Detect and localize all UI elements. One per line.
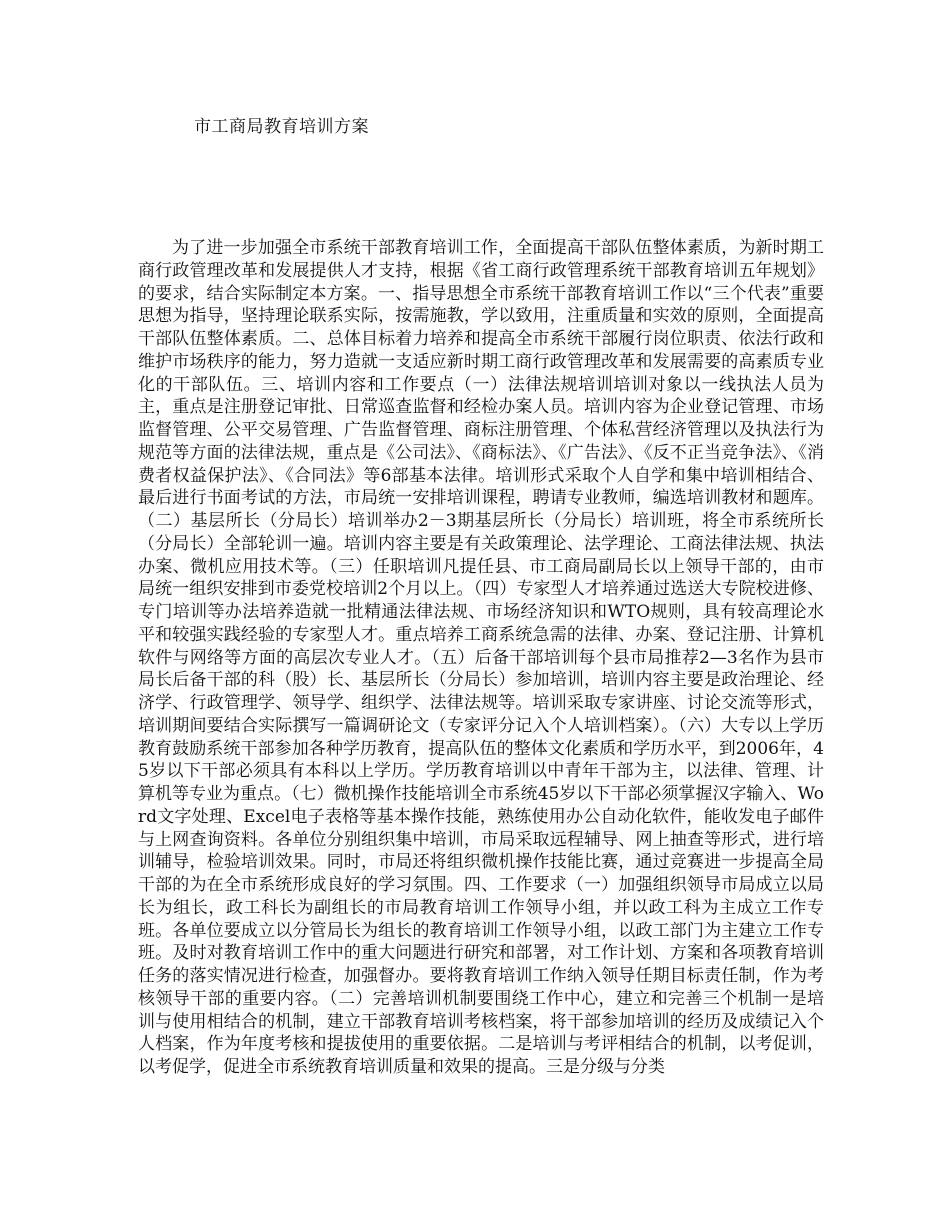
document-title: 市工商局教育培训方案 — [194, 117, 369, 137]
document-body-paragraph: 为了进一步加强全市系统干部教育培训工作，全面提高干部队伍整体素质，为新时期工商行政管理改革和发展提供人才支持，根据《省工商行政管理系统干部教育培训五年规划》的要求，结合实际制定本方案。一、指导思想全市系统干部教育培训工作以“三个代表”重要思想为指导，坚持理论联系实际，按需施教，学以致用，注重质量和实效的原则，全面提高干部队伍整体素质。二、总体目标着力培养和提高全市系统干部履行岗位职责、依法行政和维护市场秩序的能力，努力造就一支适应新时期工商行政管理改革和发展需要的高素质专业化的干部队伍。三、培训内容和工作要点（一）法律法规培训培训对象以一线执法人员为主，重点是注册登记审批、日常巡查监督和经检办案人员。培训内容为企业登记管理、市场监督管理、公平交易管理、广告监督管理、商标注册管理、个体私营经济管理以及执法行为规范等方面的法律法规，重点是《公司法》、《商标法》、《广告法》、《反不正当竞争法》、《消费者权益保护法》、《合同法》等6部基本法律。培训形式采取个人自学和集中培训相结合、最后进行书面考试的方法，市局统一安排培训课程，聘请专业教师，编选培训教材和题库。（二）基层所长（分局长）培训举办2－3期基层所长（分局长）培训班，将全市系统所长（分局长）全部轮训一遍。培训内容主要是有关政策理论、法学理论、工商法律法规、执法办案、微机应用技术等。（三）任职培训凡提任县、市工商局副局长以上领导干部的，由市局统一组织安排到市委党校培训2个月以上。（四）专家型人才培养通过选送大专院校进修、专门培训等办法培养造就一批精通法律法规、市场经济知识和WTO规则，具有较高理论水平和较强实践经验的专家型人才。重点培养工商系统急需的法律、办案、登记注册、计算机软件与网络等方面的高层次专业人才。（五）后备干部培训每个县市局推荐2—3名作为县市局长后备干部的科（股）长、基层所长（分局长）参加培训，培训内容主要是政治理论、经济学、行政管理学、领导学、组织学、法律法规等。培训采取专家讲座、讨论交流等形式，培训期间要结合实际撰写一篇调研论文（专家评分记入个人培训档案）。（六）大专以上学历教育鼓励系统干部参加各种学历教育，提高队伍的整体文化素质和学历水平，到2006年，45岁以下干部必须具有本科以上学历。学历教育培训以中青年干部为主，以法律、管理、计算机等专业为重点。（七）微机操作技能培训全市系统45岁以下干部必须掌握汉字输入、Word文字处理、Excel电子表格等基本操作技能，熟练使用办公自动化软件，能收发电子邮件与上网查询资料。各单位分别组织集中培训，市局采取远程辅导、网上抽查等形式，进行培训辅导，检验培训效果。同时，市局还将组织微机操作技能比赛，通过竞赛进一步提高全局干部的为在全市系统形成良好的学习氛围。四、工作要求（一）加强组织领导市局成立以局长为组长，政工科长为副组长的市局教育培训工作领导小组，并以政工科为主成立工作专班。各单位要成立以分管局长为组长的教育培训工作领导小组，以政工部门为主建立工作专班。及时对教育培训工作中的重大问题进行研究和部署，对工作计划、方案和各项教育培训任务的落实情况进行检查，加强督办。要将教育培训工作纳入领导任期目标责任制，作为考核领导干部的重要内容。（二）完善培训机制要围绕工作中心，建立和完善三个机制一是培训与使用相结合的机制，建立干部教育培训考核档案，将干部参加培训的经历及成绩记入个人档案，作为年度考核和提拔使用的重要依据。二是培训与考评相结合的机制，以考促训，以考促学，促进全市系统教育培训质量和效果的提高。三是分级与分类 — [138, 238, 824, 1077]
